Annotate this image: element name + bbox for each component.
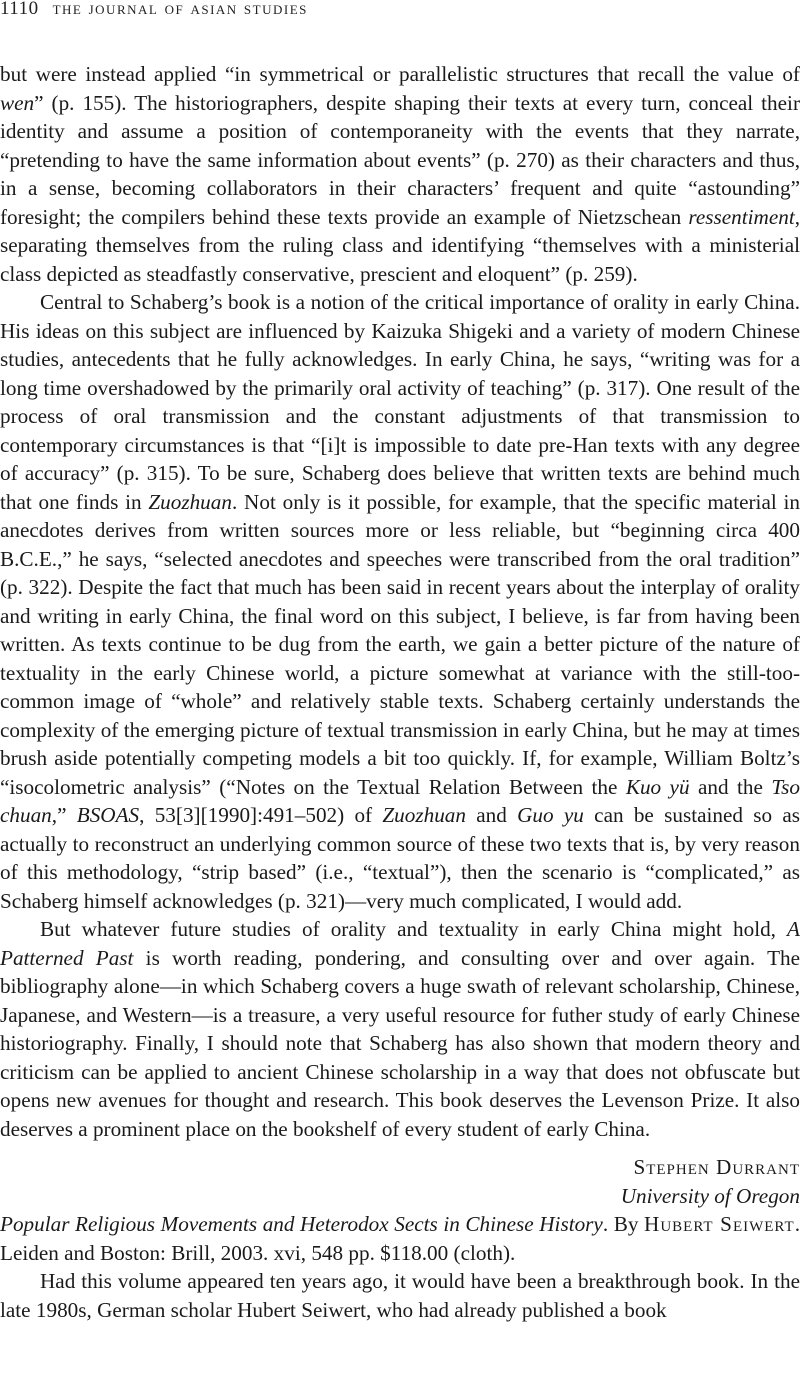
review-by: . By xyxy=(602,1212,645,1236)
italic-term: Zuozhuan xyxy=(382,803,466,827)
running-head xyxy=(0,0,800,20)
paragraph-3: But whatever future studies of orality and textuality in early China might hold, A Patterned Past is worth reading, pondering, and consulting over and over again. The bibliography alone—in which Schaberg covers a huge swath of relevant scholarship, Chinese, Japanese, and Western—is a treasure, a very useful resource for futher study of early Chinese historiography. Finally, I should note that Schaberg has also shown that modern theory and criticism can be applied to ancient Chinese scholarship in a way that does not obfuscate but opens new avenues for thought and research. This book deserves the Levenson Prize. It also deserves a prominent place on the bookshelf of every student of early China. xyxy=(0,917,800,1141)
italic-term: Kuo yü xyxy=(625,774,690,799)
italic-term: Zuozhuan xyxy=(148,489,232,514)
journal-title: the journal of asian studies xyxy=(52,0,308,19)
italic-term: Tso chuan xyxy=(0,774,800,827)
italic-term: ressentiment xyxy=(688,204,795,229)
review-opening-paragraph: Had this volume appeared ten years ago, it would have been a breakthrough book. In the late 1980s, German scholar Hubert Seiwert, who had already published a book xyxy=(0,1269,800,1322)
reviewer-name: Stephen Durrant xyxy=(633,1155,800,1179)
review-book-title: Popular Religious Movements and Heterodox Sects in Chinese History xyxy=(0,1212,603,1236)
italic-term: BSOAS xyxy=(76,803,140,827)
reviewer-affiliation: University of Oregon xyxy=(620,1183,800,1208)
paragraph-1: but were instead applied “in symmetrical or parallelistic structures that recall the value of wen” (p. 155). The historiographers, despite shaping their texts at every turn, conceal their identity and assume a position of contemporaneity with the events that they narrate, “pretending to have the same information about events” (p. 270) as their characters and thus, in a sense, becoming collaborators in their characters’ frequent and quite “astounding” foresight; the compilers behind these texts provide an example of Nietzschean ressentiment, separating themselves from the ruling class and identifying “themselves with a ministerial class depicted as steadfastly conservative, prescient and eloquent” (p. 259). xyxy=(0,62,800,286)
article-body xyxy=(0,60,800,1324)
review-pub-details: . Leiden and Boston: Brill, 2003. xvi, 548 pp. $118.00 (cloth). xyxy=(0,1212,800,1265)
reviewer-signature xyxy=(0,1153,800,1210)
italic-term: Guo yu xyxy=(517,803,584,827)
italic-term: wen xyxy=(0,90,35,115)
page-number: 1110 xyxy=(0,0,39,19)
review-book-author: Hubert Seiwert xyxy=(644,1212,795,1236)
paragraph-2: Central to Schaberg’s book is a notion of the critical importance of orality in early China. His ideas on this subject are influenced by Kaizuka Shigeki and a variety of modern Chinese studies, antecedents that he fully acknowledges. In early China, he says, “writing was for a long time overshadowed by the primarily oral activity of teaching” (p. 317). One result of the process of oral transmission and the constant adjustments of that transmission to contemporary circumstances is that “[i]t is impossible to date pre-Han texts with any degree of accuracy” (p. 315). To be sure, Schaberg does believe that written texts are behind much that one finds in Zuozhuan. Not only is it possible, for example, that the specific material in anecdotes derives from written sources more or less reliable, but “beginning circa 400 B.C.E.,” he says, “selected anecdotes and speeches were transcribed from the oral tradition” (p. 322). Despite the fact that much has been said in recent years about the interplay of orality and writing in early China, the final word on this subject, I believe, is far from having been written. As texts continue to be dug from the earth, we gain a better picture of the nature of textuality in the early Chinese world, a picture somewhat at variance with the still-too-common image of “whole” and relatively stable texts. Schaberg certainly understands the complexity of the emerging picture of textual transmission in early China, but he may at times brush aside potentially competing models a bit too quickly. If, for example, William Boltz’s “isocolometric analysis” (“Notes on the Textual Relation Between the Kuo yü and the Tso chuan,” BSOAS, 53[3][1990]:491–502) of Zuozhuan and Guo yu can be sustained so as actually to reconstruct an underlying common source of these two texts that is, by very reason of this methodology, “strip based” (i.e., “textual”), then the scenario is “complicated,” as Schaberg himself acknowledges (p. 321)—very much complicated, I would add. xyxy=(0,290,800,913)
italic-term: A Patterned Past xyxy=(0,917,800,970)
review-heading xyxy=(0,1210,800,1267)
